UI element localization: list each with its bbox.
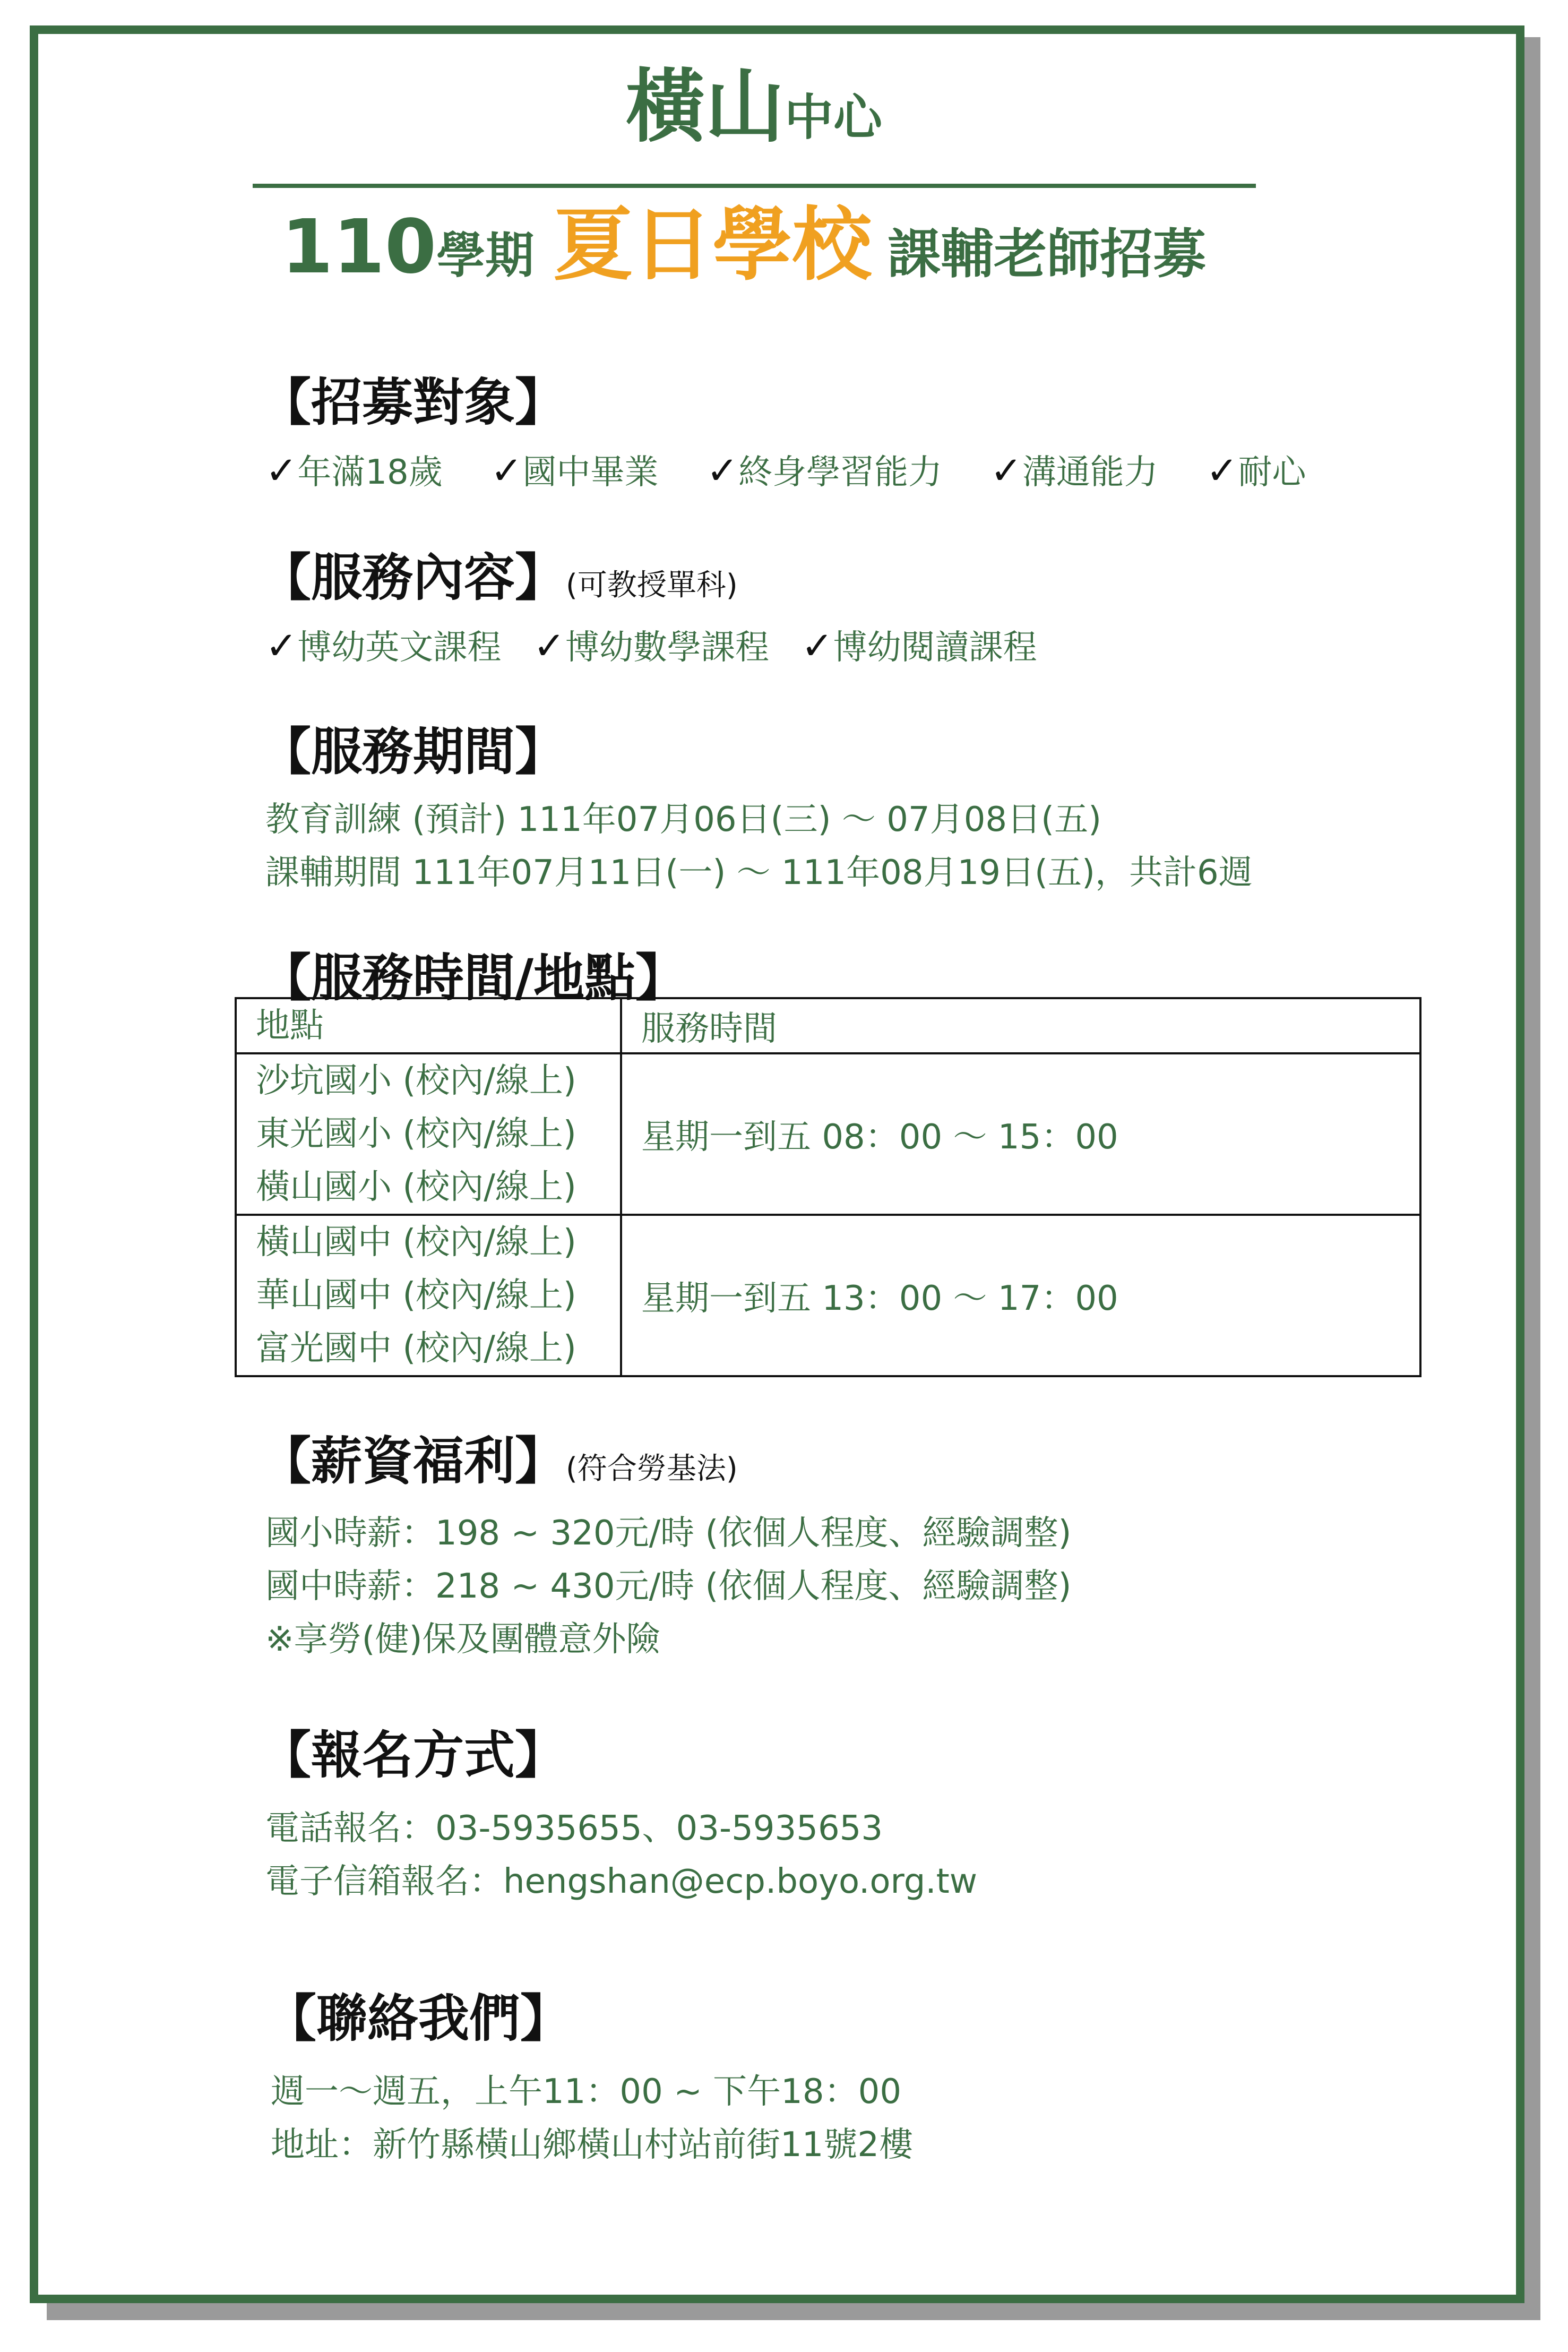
- email-apply: 電子信箱報名：hengshan@ecp.boyo.org.tw: [265, 1862, 978, 1901]
- tutoring-period: 課輔期間 111年07月11日(一) ～ 111年08月19日(五)，共計6週: [265, 853, 1253, 892]
- program-role: 課輔老師招募: [888, 223, 1207, 285]
- service-schedule-table: [235, 997, 1421, 1377]
- checkmark-icon: ✓: [490, 448, 523, 493]
- course-item: ✓博幼英文課程: [265, 623, 502, 668]
- phone-apply: 電話報名：03-5935655、03-5935653: [265, 1809, 883, 1848]
- checkmark-icon: ✓: [533, 623, 565, 668]
- center-suffix: 中心: [785, 89, 883, 146]
- apply-heading: 【報名方式】: [260, 1726, 566, 1785]
- address: 地址：新竹縣橫山鄉橫山村站前街11號2樓: [271, 2125, 914, 2165]
- time-cell: 星期一到五 08：00 ～ 15：00: [621, 1053, 1420, 1215]
- recruit-item: ✓耐心: [1206, 448, 1306, 493]
- recruit-item: ✓國中畢業: [490, 448, 659, 493]
- insurance-note: ※享勞(健)保及團體意外險: [265, 1620, 660, 1659]
- service-period-lines: [265, 793, 1253, 899]
- recruit-heading: 【招募對象】: [260, 373, 566, 432]
- recruit-item: ✓溝通能力: [990, 448, 1158, 493]
- checkmark-icon: ✓: [1206, 448, 1238, 493]
- checkmark-icon: ✓: [706, 448, 739, 493]
- checkmark-icon: ✓: [265, 623, 298, 668]
- service-time-heading: 【服務時間/地點】: [260, 948, 687, 1008]
- salary-heading: 【薪資福利】(符合勞基法): [260, 1431, 738, 1491]
- location-column-header: 地點: [236, 998, 621, 1053]
- training-period: 教育訓練 (預計) 111年07月06日(三) ～ 07月08日(五): [265, 800, 1102, 839]
- recruit-item: ✓終身學習能力: [706, 448, 943, 493]
- contact-heading: 【聯絡我們】: [265, 1989, 571, 2048]
- service-period-heading: 【服務期間】: [260, 722, 566, 782]
- program-name: 夏日學校: [553, 199, 872, 291]
- service-content-list: [265, 620, 1037, 669]
- course-item: ✓博幼數學課程: [533, 623, 769, 668]
- table-row: [236, 1053, 1420, 1215]
- table-header-row: [236, 998, 1420, 1053]
- service-content-heading: 【服務內容】(可教授單科): [260, 548, 738, 607]
- course-item: ✓博幼閱讀課程: [801, 623, 1037, 668]
- recruit-item: ✓年滿18歲: [265, 448, 443, 493]
- service-content-note: (可教授單科): [566, 568, 738, 603]
- checkmark-icon: ✓: [990, 448, 1022, 493]
- recruit-list: [265, 445, 1306, 494]
- program-title: [281, 199, 1207, 291]
- program-term: 學期: [436, 227, 535, 284]
- salary-note: (符合勞基法): [566, 1452, 738, 1486]
- office-hours: 週一～週五，上午11：00 ~ 下午18：00: [271, 2072, 902, 2111]
- program-year: 110: [281, 204, 437, 290]
- time-cell: 星期一到五 13：00 ～ 17：00: [621, 1215, 1420, 1376]
- checkmark-icon: ✓: [801, 623, 833, 668]
- salary-lines: [265, 1507, 1071, 1666]
- table-row: [236, 1215, 1420, 1376]
- elementary-wage: 國小時薪：198 ~ 320元/時 (依個人程度、經驗調整): [265, 1514, 1072, 1553]
- contact-lines: [271, 2065, 913, 2171]
- title-divider: [253, 184, 1256, 188]
- junior-high-wage: 國中時薪：218 ~ 430元/時 (依個人程度、經驗調整): [265, 1567, 1072, 1606]
- center-name: 橫山: [625, 61, 785, 153]
- location-cell: 橫山國中 (校內/線上) 華山國中 (校內/線上) 富光國中 (校內/線上): [236, 1215, 621, 1376]
- time-column-header: 服務時間: [621, 998, 1420, 1053]
- checkmark-icon: ✓: [265, 448, 298, 493]
- apply-lines: [265, 1802, 977, 1908]
- location-cell: 沙坑國小 (校內/線上) 東光國小 (校內/線上) 橫山國小 (校內/線上): [236, 1053, 621, 1215]
- center-title: [0, 61, 1507, 153]
